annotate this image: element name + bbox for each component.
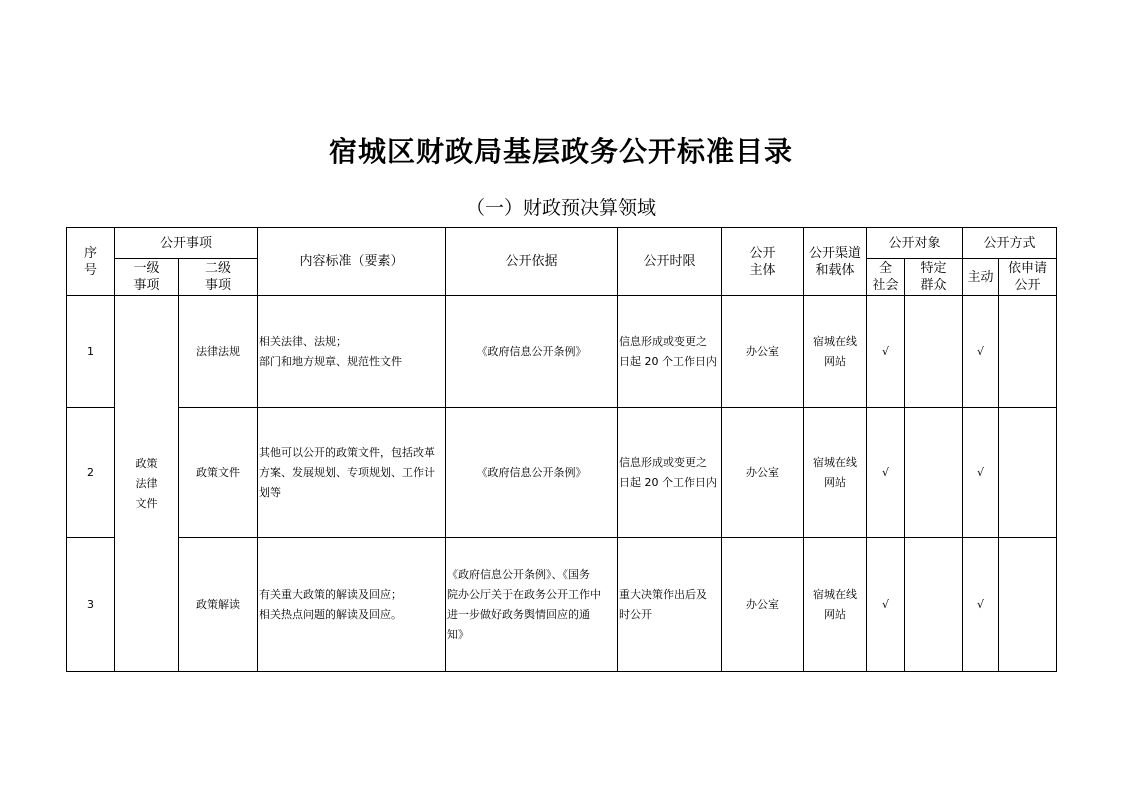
header-level1: 一级 事项 (115, 259, 179, 296)
cell-by-request (999, 408, 1057, 538)
header-seq: 序 号 (67, 228, 115, 296)
cell-content: 有关重大政策的解读及回应； 相关热点问题的解读及回应。 (258, 538, 446, 672)
cell-specific-group (905, 538, 963, 672)
cell-active-check: √ (963, 538, 999, 672)
cell-seq: 2 (67, 408, 115, 538)
header-level2: 二级 事项 (179, 259, 258, 296)
cell-content: 相关法律、法规； 部门和地方规章、规范性文件 (258, 296, 446, 408)
section-subtitle: （一）财政预决算领域 (465, 197, 656, 219)
table-row (67, 296, 1057, 408)
header-specific-group: 特定 群众 (905, 259, 963, 296)
header-basis: 公开依据 (446, 228, 618, 296)
cell-all-society-check: √ (867, 296, 905, 408)
cell-channel: 宿城在线 网站 (804, 408, 867, 538)
header-deadline: 公开时限 (618, 228, 722, 296)
cell-level2-item: 法律法规 (179, 296, 258, 408)
header-content-standard: 内容标准（要素） (258, 228, 446, 296)
cell-level2-item: 政策文件 (179, 408, 258, 538)
header-channel: 公开渠道 和载体 (804, 228, 867, 296)
cell-by-request (999, 296, 1057, 408)
cell-active-check: √ (963, 408, 999, 538)
cell-level1-item: 政策 法律 文件 (115, 296, 179, 672)
cell-seq: 1 (67, 296, 115, 408)
cell-deadline: 信息形成或变更之 日起 20 个工作日内 (618, 296, 722, 408)
cell-basis: 《政府信息公开条例》 (446, 408, 618, 538)
cell-basis: 《政府信息公开条例》、《国务 院办公厅关于在政务公开工作中 进一步做好政务舆情回应的通 知》 (446, 538, 618, 672)
header-active: 主动 (963, 259, 999, 296)
header-by-request: 依申请 公开 (999, 259, 1057, 296)
header-target: 公开对象 (867, 228, 963, 259)
cell-channel: 宿城在线 网站 (804, 296, 867, 408)
header-disclosure-item: 公开事项 (115, 228, 258, 259)
cell-subject: 办公室 (722, 538, 804, 672)
disclosure-catalog-table (66, 227, 1057, 672)
cell-subject: 办公室 (722, 296, 804, 408)
cell-channel: 宿城在线 网站 (804, 538, 867, 672)
cell-all-society-check: √ (867, 408, 905, 538)
header-all-society: 全 社会 (867, 259, 905, 296)
cell-by-request (999, 538, 1057, 672)
table-row (67, 538, 1057, 672)
cell-subject: 办公室 (722, 408, 804, 538)
cell-seq: 3 (67, 538, 115, 672)
header-method: 公开方式 (963, 228, 1057, 259)
cell-deadline: 重大决策作出后及 时公开 (618, 538, 722, 672)
table-row (67, 408, 1057, 538)
cell-all-society-check: √ (867, 538, 905, 672)
cell-specific-group (905, 408, 963, 538)
cell-level2-item: 政策解读 (179, 538, 258, 672)
page-title: 宿城区财政局基层政务公开标准目录 (328, 135, 793, 168)
cell-basis: 《政府信息公开条例》 (446, 296, 618, 408)
cell-active-check: √ (963, 296, 999, 408)
header-subject: 公开 主体 (722, 228, 804, 296)
cell-content: 其他可以公开的政策文件，包括改革 方案、发展规划、专项规划、工作计 划等 (258, 408, 446, 538)
cell-deadline: 信息形成或变更之 日起 20 个工作日内 (618, 408, 722, 538)
cell-specific-group (905, 296, 963, 408)
